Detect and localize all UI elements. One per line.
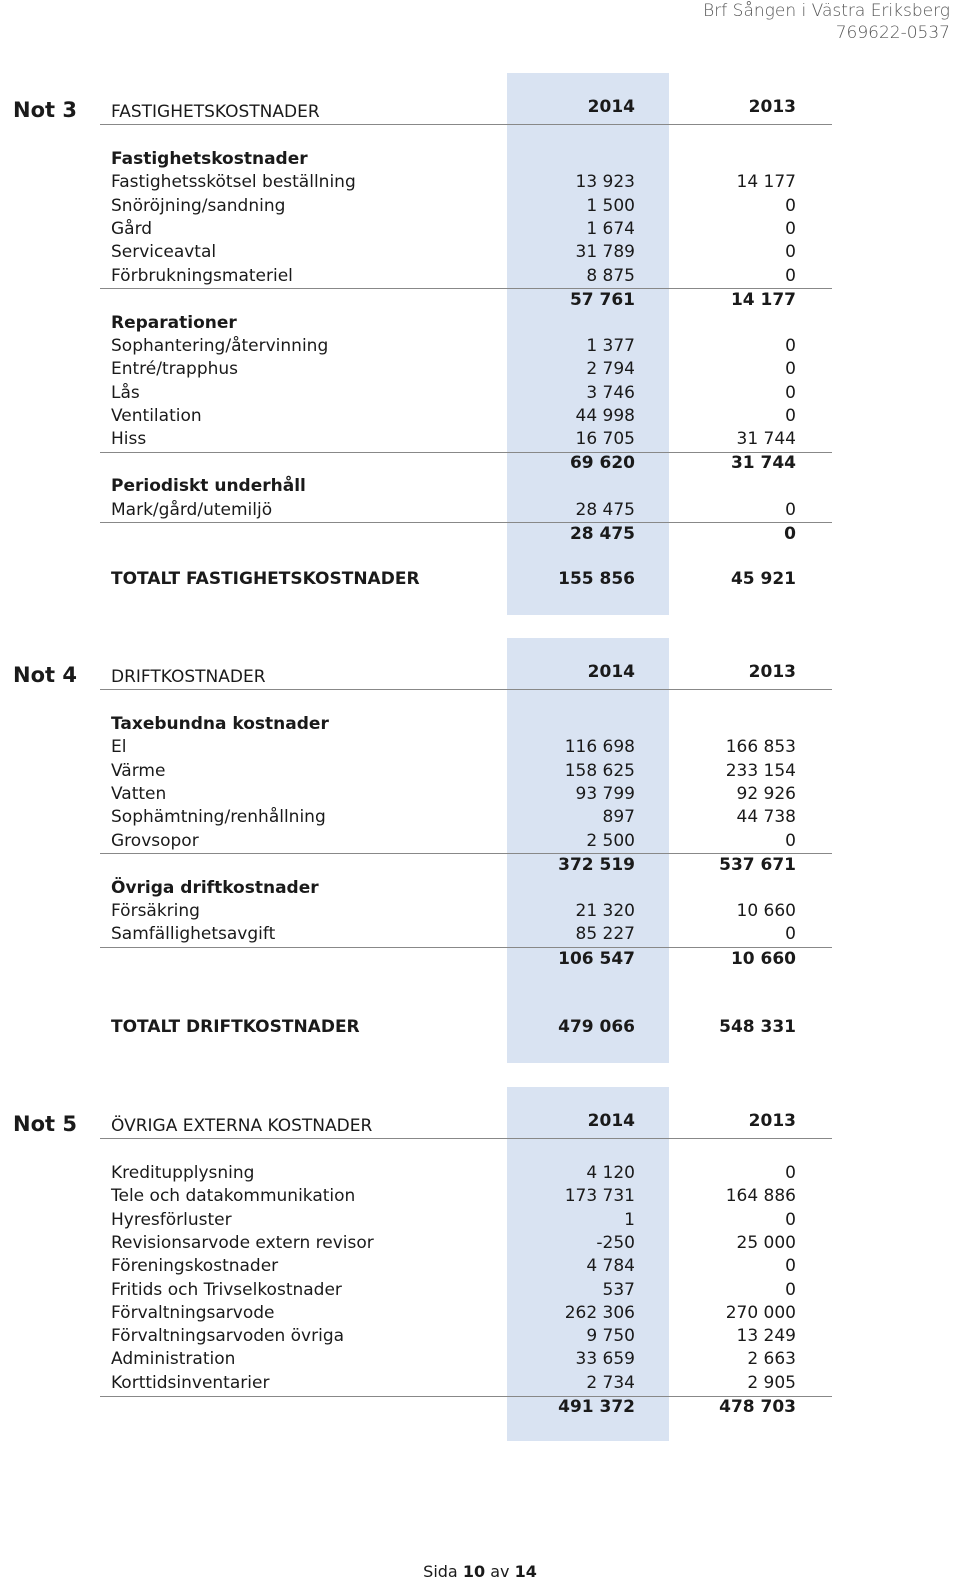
row-label: Hyresförluster: [111, 1209, 232, 1230]
subtotal-row: [0, 289, 960, 312]
row-label: Övriga driftkostnader: [111, 877, 319, 898]
row-label: El: [111, 737, 127, 758]
value-2013: 270 000: [725, 1302, 796, 1323]
value-2013: 0: [785, 1256, 796, 1277]
row-label: Taxebundna kostnader: [111, 714, 329, 734]
value-2013: 478 703: [719, 1397, 796, 1417]
value-2013: 0: [785, 265, 796, 286]
table-row: [0, 428, 960, 451]
row-label: Ventilation: [111, 405, 202, 426]
table-row: [0, 265, 960, 288]
table-row: [0, 1372, 960, 1395]
value-2014: 2014: [587, 662, 635, 682]
value-2014: 479 066: [558, 1017, 635, 1038]
value-2013: 10 660: [736, 900, 796, 921]
value-2013: 25 000: [736, 1232, 796, 1253]
value-2013: 0: [785, 1279, 796, 1300]
total-row: [0, 1016, 960, 1039]
value-2014: 57 761: [569, 289, 635, 310]
value-2013: 0: [784, 523, 796, 544]
value-2014: 1 674: [586, 218, 635, 239]
value-2013: 31 744: [730, 453, 796, 474]
value-2014: 33 659: [575, 1349, 635, 1370]
subtotal-row: [0, 948, 960, 971]
table-row: [0, 195, 960, 218]
table-row: [0, 736, 960, 759]
row-label: Serviceavtal: [111, 242, 217, 263]
row-label: Föreningskostnader: [111, 1256, 279, 1277]
value-2014: 2 794: [586, 359, 635, 380]
value-2014: 2 500: [586, 830, 635, 851]
value-2013: 537 671: [719, 854, 796, 875]
row-label: Reparationer: [111, 312, 237, 333]
value-2013: 45 921: [730, 568, 796, 589]
table-row: [0, 1162, 960, 1185]
note-number: Not 4: [13, 663, 77, 687]
row-label: Förbrukningsmateriel: [111, 265, 293, 286]
subtotal-row: [0, 452, 960, 475]
value-2013: 0: [785, 242, 796, 263]
footer-prefix: Sida: [423, 1562, 458, 1581]
subtotal-row: [0, 523, 960, 546]
subtotal-row: [0, 854, 960, 877]
note-number: Not 3: [13, 98, 77, 122]
section-heading: [0, 475, 960, 498]
table-row: [0, 358, 960, 381]
note-number: Not 5: [13, 1112, 77, 1136]
row-label: Samfällighetsavgift: [111, 924, 276, 945]
value-2014: 1 500: [586, 195, 635, 216]
table-row: [0, 1325, 960, 1348]
row-label: Revisionsarvode extern revisor: [111, 1232, 374, 1253]
value-2014: 3 746: [586, 382, 635, 403]
table-row: [0, 1255, 960, 1278]
value-2013: 0: [785, 924, 796, 945]
value-2013: 0: [785, 405, 796, 426]
value-2013: 233 154: [725, 760, 796, 781]
value-2014: 158 625: [564, 760, 635, 781]
value-2014: 9 750: [586, 1326, 635, 1347]
note-title: ÖVRIGA EXTERNA KOSTNADER: [111, 1116, 373, 1136]
table-row: [0, 1232, 960, 1255]
value-2013: 0: [785, 195, 796, 216]
row-label: Gård: [111, 218, 153, 239]
value-2013: 0: [785, 1209, 796, 1230]
value-2013: 44 738: [736, 807, 796, 828]
value-2013: 2 663: [747, 1349, 796, 1370]
rule-line: [100, 1138, 832, 1139]
row-label: Värme: [111, 760, 166, 781]
value-2014: 4 120: [586, 1163, 635, 1183]
value-2013: 31 744: [736, 429, 796, 450]
value-2014: 262 306: [564, 1302, 635, 1323]
org-header: [703, 0, 950, 44]
section-heading: [0, 713, 960, 736]
footer-sep: av: [490, 1562, 510, 1581]
value-2014: 537: [602, 1279, 635, 1300]
table-row: [0, 499, 960, 522]
section-heading: [0, 312, 960, 335]
row-label: Förvaltningsarvode: [111, 1302, 275, 1323]
value-2013: 2013: [748, 662, 796, 682]
table-row: [0, 760, 960, 783]
value-2013: 0: [785, 830, 796, 851]
row-label: Entré/trapphus: [111, 359, 239, 380]
value-2014: 93 799: [575, 783, 635, 804]
value-2014: 13 923: [575, 172, 635, 193]
value-2013: 0: [785, 359, 796, 380]
value-2013: 166 853: [725, 737, 796, 758]
row-label: Periodiskt underhåll: [111, 476, 306, 497]
table-row: [0, 923, 960, 946]
row-label: Förvaltningsarvoden övriga: [111, 1326, 345, 1347]
value-2014: 28 475: [575, 499, 635, 520]
total-row: [0, 568, 960, 591]
value-2014: 116 698: [564, 737, 635, 758]
value-2014: 21 320: [575, 900, 635, 921]
row-label: Fastighetsskötsel beställning: [111, 172, 356, 193]
value-2014: 106 547: [558, 948, 635, 969]
value-2013: 10 660: [730, 948, 796, 969]
row-label: Snöröjning/sandning: [111, 195, 286, 216]
table-row: [0, 830, 960, 853]
table-row: [0, 900, 960, 923]
value-2014: 1: [624, 1209, 635, 1230]
table-row: [0, 1302, 960, 1325]
value-2014: 69 620: [569, 453, 635, 474]
note-title: DRIFTKOSTNADER: [111, 667, 266, 687]
row-label: Administration: [111, 1349, 236, 1370]
row-label: Kreditupplysning: [111, 1163, 255, 1183]
value-2014: 2014: [587, 1111, 635, 1131]
page-footer: [0, 1562, 960, 1581]
value-2013: 2 905: [747, 1372, 796, 1393]
rule-line: [100, 124, 832, 125]
value-2014: 85 227: [575, 924, 635, 945]
section-heading: [0, 877, 960, 900]
table-row: [0, 382, 960, 405]
table-row: [0, 1348, 960, 1371]
column-header: [0, 1110, 960, 1133]
table-row: [0, 806, 960, 829]
value-2014: -250: [596, 1232, 635, 1253]
value-2013: 92 926: [736, 783, 796, 804]
row-label: Fritids och Trivselkostnader: [111, 1279, 342, 1300]
value-2013: 548 331: [719, 1017, 796, 1038]
value-2013: 0: [785, 218, 796, 239]
table-row: [0, 241, 960, 264]
value-2013: 164 886: [725, 1186, 796, 1207]
row-label: Vatten: [111, 783, 167, 804]
subtotal-row: [0, 1396, 960, 1419]
table-row: [0, 171, 960, 194]
value-2013: 0: [785, 335, 796, 356]
column-header: [0, 96, 960, 119]
footer-total: 14: [514, 1562, 537, 1581]
value-2014: 491 372: [558, 1397, 635, 1417]
value-2014: 173 731: [564, 1186, 635, 1207]
value-2013: 14 177: [736, 172, 796, 193]
table-row: [0, 1185, 960, 1208]
value-2013: 2013: [748, 97, 796, 117]
value-2014: 31 789: [575, 242, 635, 263]
footer-page: 10: [462, 1562, 486, 1581]
row-label: Korttidsinventarier: [111, 1372, 270, 1393]
table-row: [0, 1279, 960, 1302]
value-2013: 0: [785, 499, 796, 520]
value-2013: 0: [785, 382, 796, 403]
row-label: TOTALT DRIFTKOSTNADER: [111, 1017, 360, 1038]
value-2014: 897: [602, 807, 635, 828]
value-2014: 2014: [587, 97, 635, 117]
value-2014: 28 475: [569, 523, 635, 544]
column-header: [0, 661, 960, 684]
row-label: Sophantering/återvinning: [111, 335, 329, 356]
value-2014: 155 856: [558, 568, 635, 589]
rule-line: [100, 689, 832, 690]
value-2013: 2013: [748, 1111, 796, 1131]
value-2013: 14 177: [730, 289, 796, 310]
row-label: Försäkring: [111, 900, 200, 921]
row-label: Lås: [111, 382, 140, 403]
value-2014: 2 734: [586, 1372, 635, 1393]
value-2014: 8 875: [586, 265, 635, 286]
value-2014: 44 998: [575, 405, 635, 426]
value-2014: 1 377: [586, 335, 635, 356]
row-label: Hiss: [111, 429, 147, 450]
note-title: FASTIGHETSKOSTNADER: [111, 102, 320, 122]
org-name: Brf Sången i Västra Eriksberg: [703, 1, 950, 21]
row-label: Mark/gård/utemiljö: [111, 499, 273, 520]
row-label: TOTALT FASTIGHETSKOSTNADER: [111, 568, 420, 589]
row-label: Sophämtning/renhållning: [111, 807, 326, 828]
value-2013: 13 249: [736, 1326, 796, 1347]
value-2014: 16 705: [575, 429, 635, 450]
row-label: Tele och datakommunikation: [111, 1186, 356, 1207]
row-label: Grovsopor: [111, 830, 199, 851]
table-row: [0, 335, 960, 358]
row-label: Fastighetskostnader: [111, 149, 308, 169]
value-2014: 372 519: [558, 854, 635, 875]
section-heading: [0, 148, 960, 171]
table-row: [0, 405, 960, 428]
table-row: [0, 1209, 960, 1232]
table-row: [0, 218, 960, 241]
value-2014: 4 784: [586, 1256, 635, 1277]
value-2013: 0: [785, 1163, 796, 1183]
org-number: 769622-0537: [835, 23, 950, 43]
table-row: [0, 783, 960, 806]
